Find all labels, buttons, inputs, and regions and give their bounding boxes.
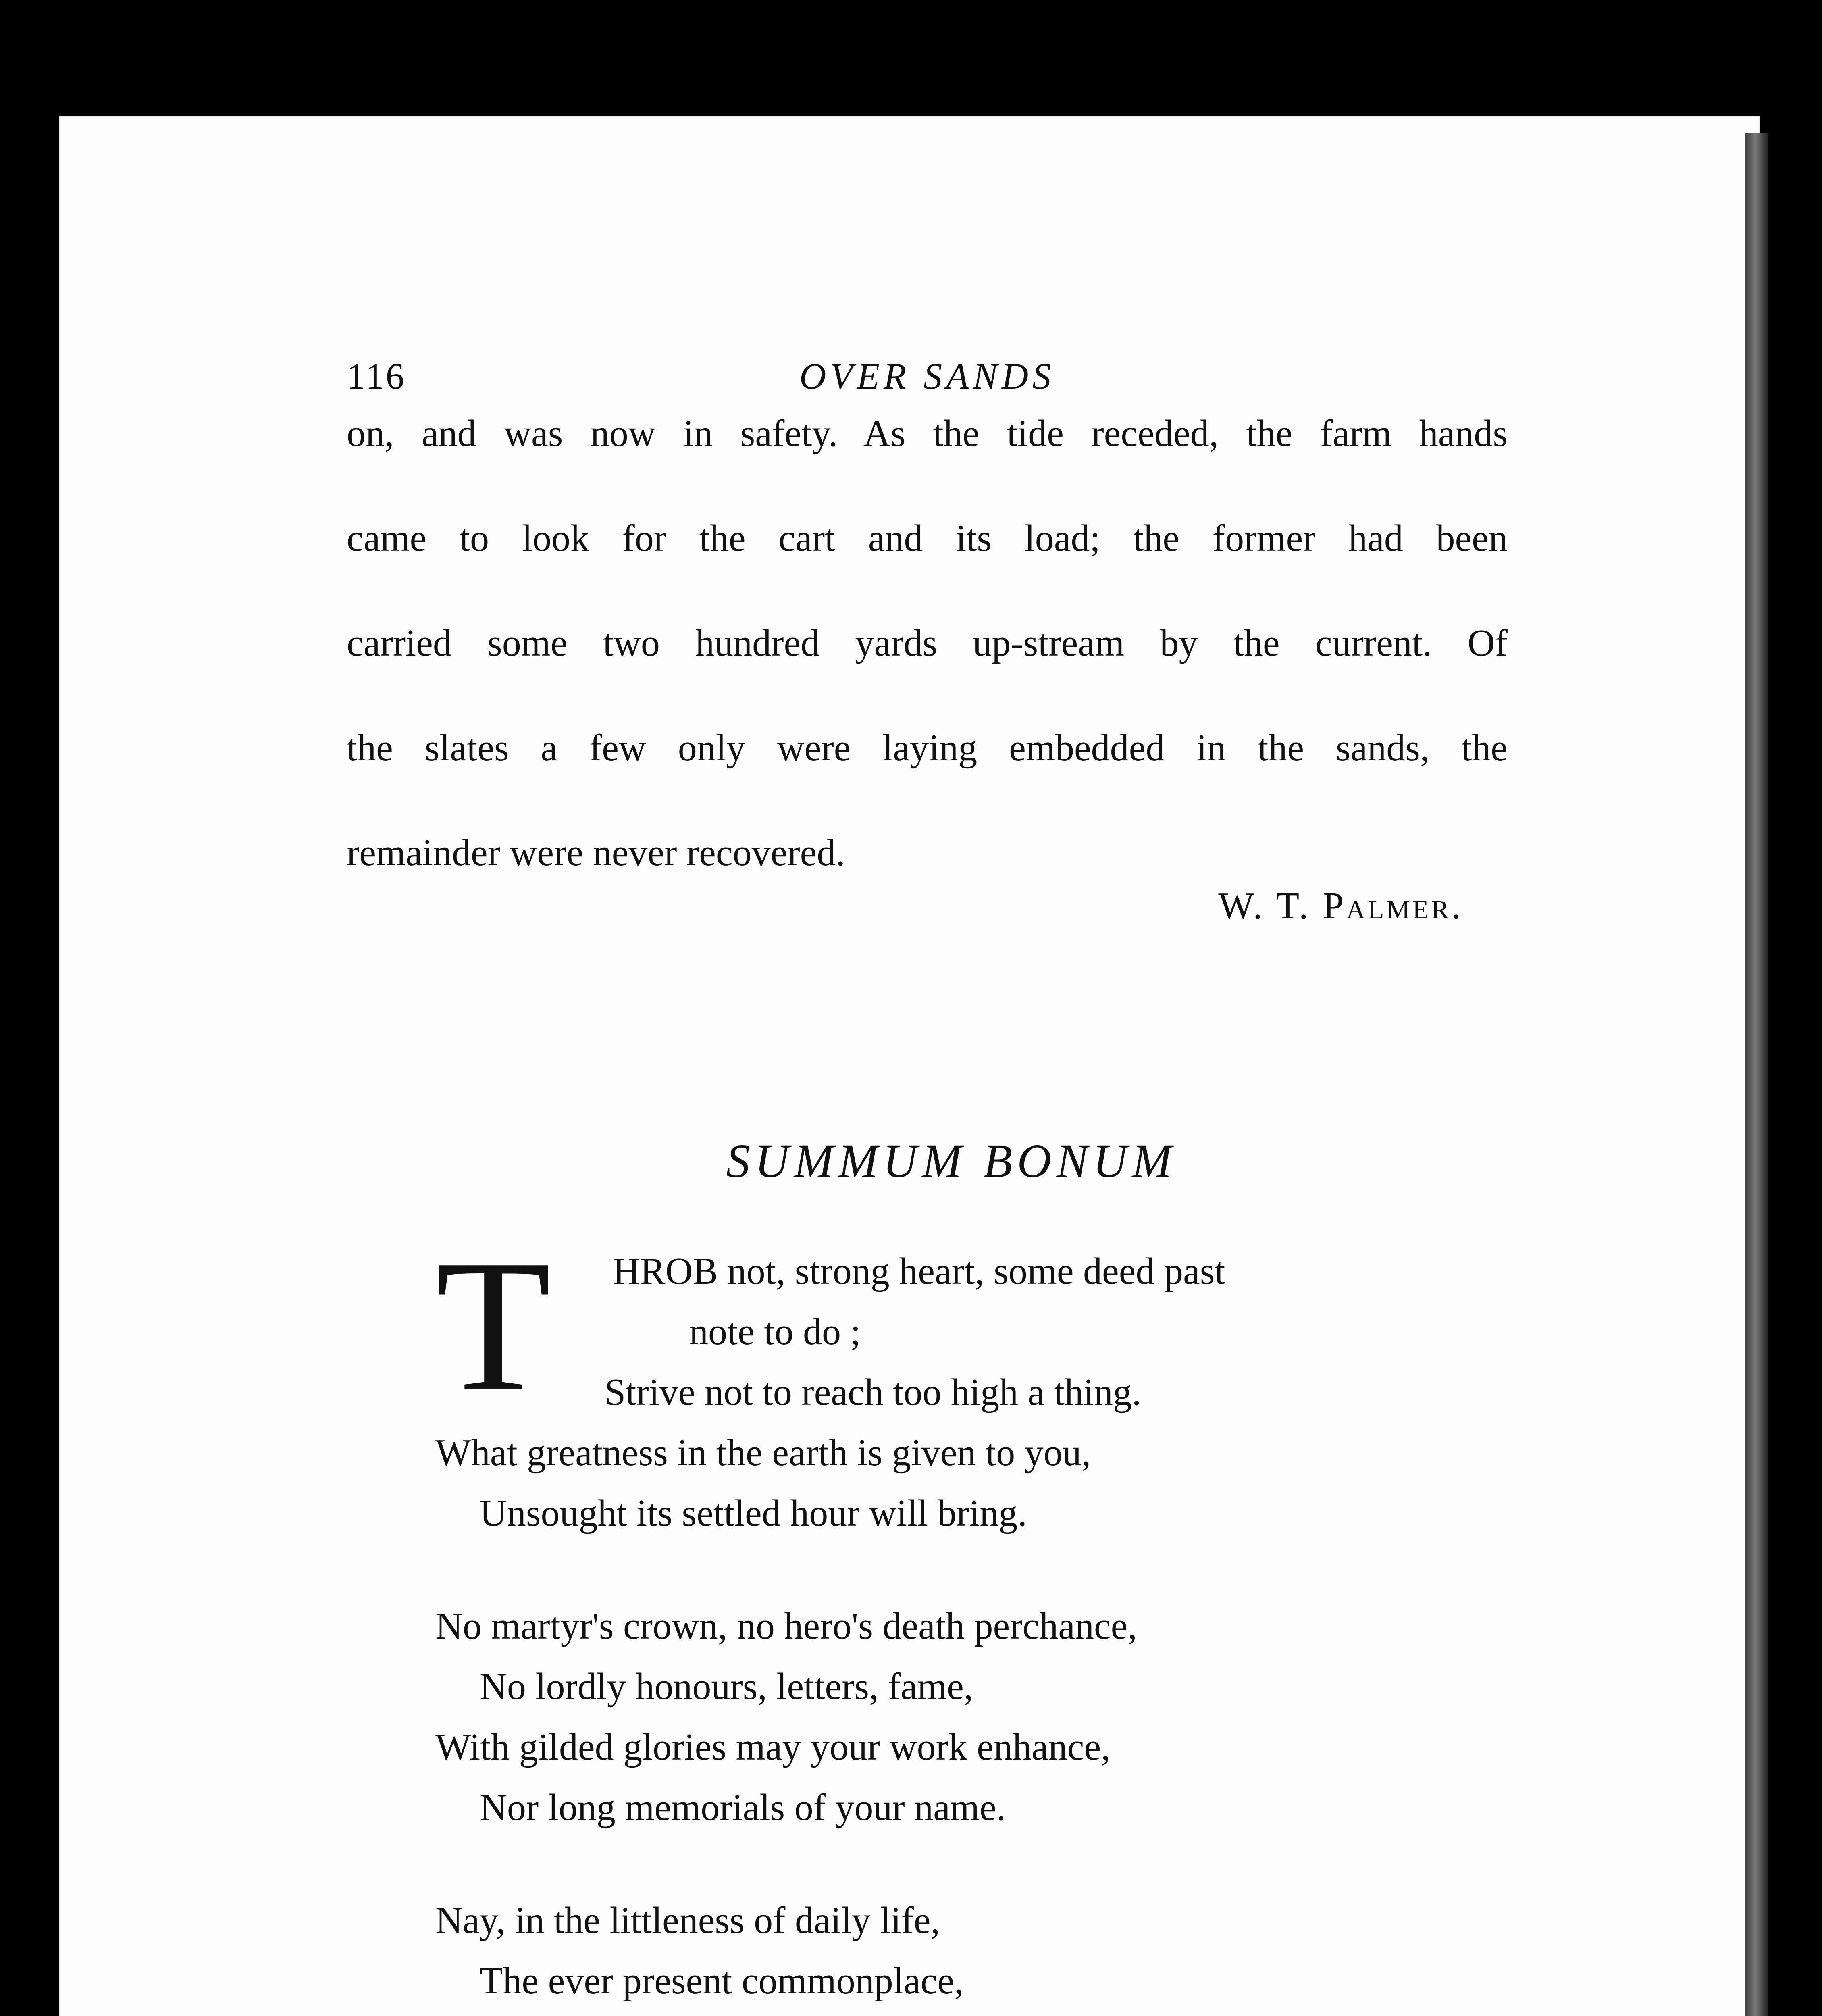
poem-line: The ever present commonplace, [480,1960,964,2002]
poem-stanza-1 [435,1220,1362,1543]
poem-line: Unsought its settled hour will bring. [480,1492,1027,1534]
drop-cap: T [435,1220,551,1431]
poem-body [435,1220,1362,2016]
running-title: OVER SANDS [799,356,1055,397]
prose-author-signature: W. T. Palmer. [1218,885,1463,927]
prose-line: on, and was now in safety. As the tide receded, the farm hands [347,412,1508,454]
prose-line: the slates a few only were laying embedded in the sands, the [347,727,1508,769]
poem-title: SUMMUM BONUM [726,1135,1177,1187]
prose-line: remainder were never recovered. [347,832,845,874]
page-number: 116 [347,356,406,397]
poem-stanza-2 [435,1596,1362,1838]
poem-line: Nay, in the littleness of daily life, [435,1899,940,1941]
running-head [347,355,1508,407]
poem-stanza-3 [435,1890,1362,2016]
poem-line: With gilded glories may your work enhance, [435,1726,1111,1768]
poem-line: Nor long memorials of your name. [480,1787,1006,1829]
poem-line: No lordly honours, letters, fame, [480,1666,973,1708]
page-content [347,355,1508,2016]
prose-line: came to look for the cart and its load; the former had been [347,517,1508,559]
poem-line: HROB not, strong heart, some deed past [613,1250,1225,1292]
poem-line [435,2011,1362,2016]
poem-line: What greatness in the earth is given to you, [435,1432,1091,1474]
prose-line: carried some two hundred yards up-stream by the current. Of [347,622,1508,664]
prose-passage [347,407,1508,879]
poem-line: note to do ; [689,1311,861,1353]
poem-line: Strive not to reach too high a thing. [605,1371,1142,1413]
book-spine-edge [1745,133,1768,2016]
poem-line: No martyr's crown, no hero's death perchance, [435,1605,1137,1647]
